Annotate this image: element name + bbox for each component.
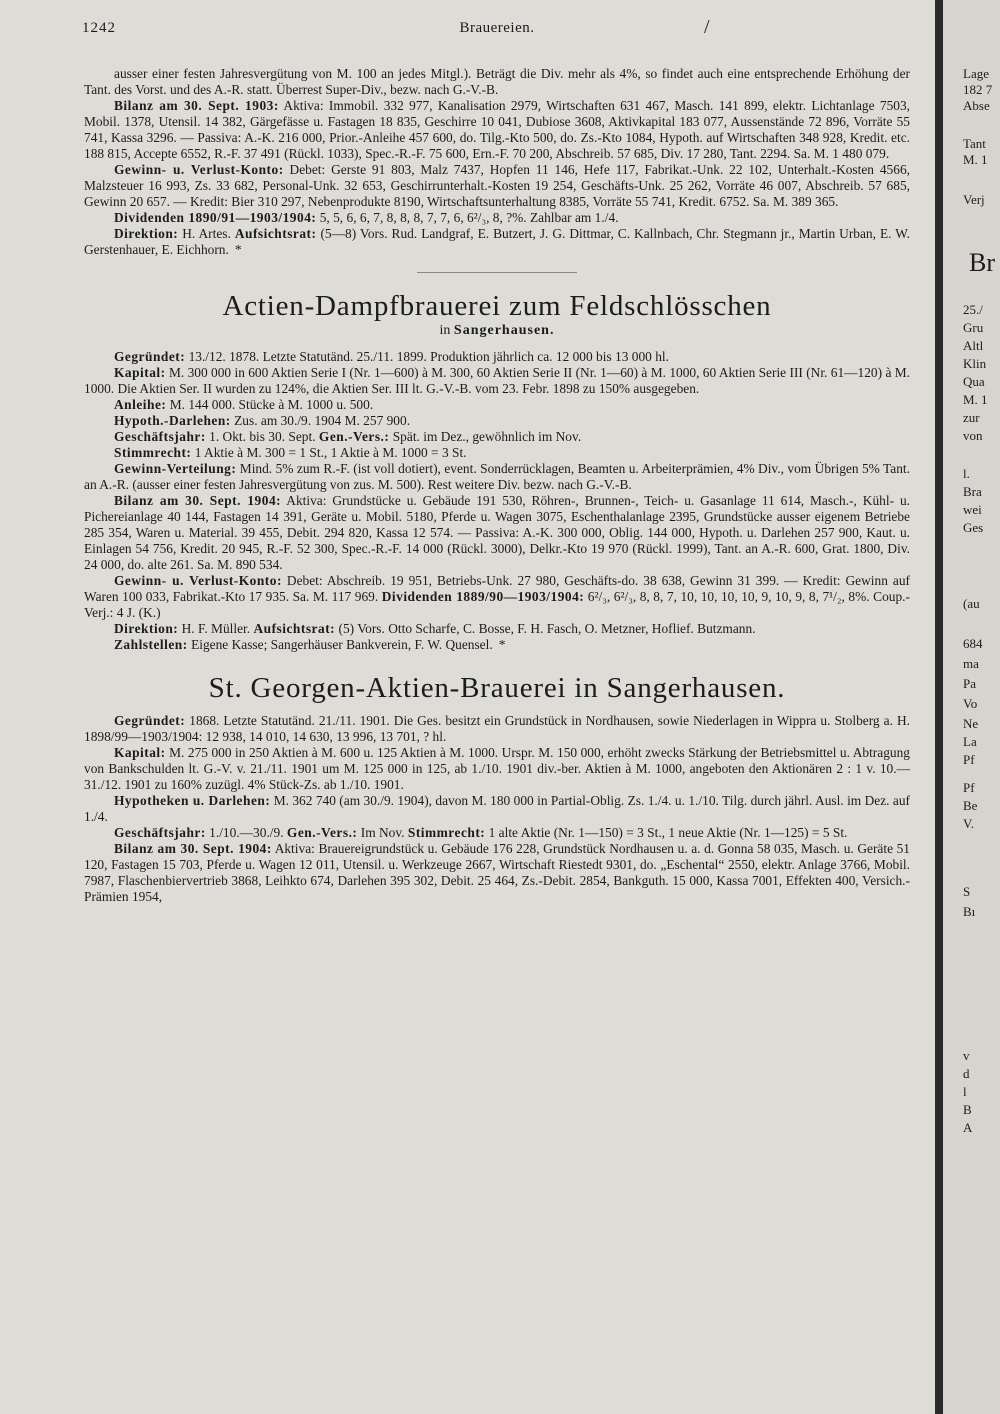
gewinn-label: Gewinn- u. Verlust-Konto: (114, 573, 282, 588)
margin-fragment: l (963, 1084, 967, 1099)
anleihe-label: Anleihe: (114, 397, 167, 412)
direktion-paragraph: Direktion: H. Artes. Aufsichtsrat: (5—8) Vors. Rud. Landgraf, E. Butzert, J. G. Dittmar, C. Kallnbach, Chr. Stegmann jr., Martin Urban, E. W. Gerstenhauer, E. Eichhorn. * (84, 226, 910, 257)
aufsichtsrat-label: Aufsichtsrat: (234, 226, 317, 241)
anleihe-paragraph: Anleihe: M. 144 000. Stücke à M. 1000 u. 500. (114, 397, 374, 412)
direktion-label: Direktion: (114, 621, 179, 636)
page-header (82, 16, 912, 42)
margin-fragment: 182 7 (963, 82, 993, 97)
bilanz-label: Bilanz am 30. Sept. 1904: (114, 841, 272, 856)
margin-fragment: Gru (963, 320, 984, 335)
geschaeftsjahr-paragraph: Geschäftsjahr: 1. Okt. bis 30. Sept. Gen.-Vers.: Spät. im Dez., gewöhnlich im Nov. (114, 429, 582, 444)
star-mark: * (498, 637, 506, 652)
margin-fragment: Qua (963, 374, 985, 389)
margin-fragment: Klin (963, 356, 987, 371)
zahlstellen-paragraph: Zahlstellen: Eigene Kasse; Sangerhäuser Bankverein, F. W. Quensel. * (114, 637, 506, 652)
geschaeftsjahr-label: Geschäftsjahr: (114, 825, 206, 840)
verteilung-label: Gewinn-Verteilung: (114, 461, 237, 476)
section-divider (417, 272, 577, 273)
margin-fragment: Vo (963, 696, 978, 711)
direktion-paragraph: Direktion: H. F. Müller. Aufsichtsrat: (5) Vors. Otto Scharfe, C. Bosse, F. H. Fasch, O. Metzner, Hoflief. Butzmann. (114, 621, 756, 636)
margin-fragment: Altl (963, 338, 984, 353)
margin-fragment: ma (963, 656, 979, 671)
margin-fragment: Bı (963, 904, 976, 919)
stimmrecht-label: Stimmrecht: (114, 445, 192, 460)
gegruendet-paragraph: Gegründet: 1868. Letzte Statutänd. 21./11. 1901. Die Ges. besitzt ein Grundstück in Nordhausen, sowie Niederlagen in Wippra u. Stolberg a. H. 1898/99—1903/1904: 12 938, 14 010, 14 630, 13 996, 13 701, ? hl. (84, 713, 910, 744)
intro-paragraph: ausser einer festen Jahresvergütung von M. 100 an jedes Mitgl.). Beträgt die Div. mehr als 4%, so findet auch eine entsprechende Erhöhung der Tant. des Vorst. und des A.-R. statt. Überrest Super-Div., bezw. nach G.-V.-B. (84, 66, 910, 97)
kapital-paragraph: Kapital: M. 275 000 in 250 Aktien à M. 600 u. 125 Aktien à M. 1000. Urspr. M. 150 000, erhöht zwecks Stärkung der Betriebsmittel u. Abtragung von Bankschulden lt. G.-V. v. 21./11. 1901 um M. 125 000 in 125, ab 1./10. 1901 div.-ber. Aktien à M. 1000, angeboten den Aktionären 2 : 1 v. 10.—31./12. 1901 zu 160% zuzügl. 4% Stück-Zs. ab 1./10. 1901. (84, 745, 910, 792)
stimmrecht-label: Stimmrecht: (407, 825, 486, 840)
margin-fragment: V. (963, 816, 974, 831)
margin-fragment: La (963, 734, 977, 749)
margin-fragment: Lage (963, 66, 989, 81)
hypoth-paragraph: Hypoth.-Darlehen: Zus. am 30./9. 1904 M. 257 900. (114, 413, 411, 428)
gegruendet-label: Gegründet: (114, 713, 186, 728)
margin-fragment: Be (963, 798, 978, 813)
margin-fragment: 684 (963, 636, 983, 651)
verteilung-paragraph: Gewinn-Verteilung: Mind. 5% zum R.-F. (ist voll dotiert), event. Sonderrücklagen, Beamten u. Arbeiterprämien, 4% Div., vom Übrigen 5% Tant. an A.-R. (ausser einer festen Jahresvergütung von zus. M. 500). Rest weitere Div. bezw. nach G.-V.-B. (84, 461, 910, 492)
dividenden-label: Dividenden 1889/90—1903/1904: (381, 589, 585, 604)
hypotheken-label: Hypotheken u. Darlehen: (114, 793, 271, 808)
bilanz-paragraph: Bilanz am 30. Sept. 1903: Aktiva: Immobil. 332 977, Kanalisation 2979, Wirtschaften 631 467, Masch. 141 899, elektr. Lichtanlage 7503, Mobil. 1378, Utensil. 14 382, Gärgefässe u. Fastagen 18 835, Geschirre 10 041, Dubiose 3608, Aktivkapital 183 077, Aussenstände 72 896, Vorräte 55 741, Kassa 3296. — Passiva: A.-K. 216 000, Prior.-Anleihe 457 600, do. Tilg.-Kto 500, do. Zs.-Kto 1084, Hypoth. auf Wirtschaften 348 928, Kredit. etc. 188 815, Accepte 6552, R.-F. 37 491 (Rückl. 1033), Spec.-R.-F. 75 600, Ern.-F. 70 200, Abschreib. 57 685, Div. 17 280, Tant. 2294. Sa. M. 1 480 079. (84, 98, 910, 161)
company-entry-st-georgen (84, 671, 910, 905)
section-continuation (84, 66, 910, 258)
margin-fragment: von (963, 428, 983, 443)
section-spacer (84, 653, 910, 671)
bilanz-label: Bilanz am 30. Sept. 1903: (114, 98, 279, 113)
bilanz-paragraph: Bilanz am 30. Sept. 1904: Aktiva: Grundstücke u. Gebäude 191 530, Röhren-, Brunnen-, Teich- u. Gasanlage 11 614, Masch.-, Kühl- u. Pichereianlage 40 144, Fastagen 14 391, Geräte u. Mobil. 5180, Pferde u. Wagen 3075, Eschenthalanlage 2395, Grundstücke ausser eigenem Betriebe 285 354, Waren u. Material. 39 455, Debit. 294 820, Kassa 12 574. — Passiva: A.-K. 300 000, Oblig. 144 000, Hypoth. u. Darlehen 257 900, Kaut. u. Einlagen 54 756, Kredit. 20 945, R.-F. 52 300, Spec.-R.-F. 14 000 (Rückl. 3000), Delkr.-Kto 19 970 (Rückl. 1999), Tant. an A.-R. 600, Grat. 1800, Div. 24 000, do. alte 261. Sa. M. 890 534. (84, 493, 911, 572)
margin-fragment: M. 1 (963, 152, 988, 167)
genvers-label: Gen.-Vers.: (286, 825, 358, 840)
bilanz-label: Bilanz am 30. Sept. 1904: (114, 493, 282, 508)
margin-fragment: A (963, 1120, 973, 1135)
kapital-paragraph: Kapital: M. 300 000 in 600 Aktien Serie I (Nr. 1—600) à M. 300, 60 Aktien Serie II (Nr. 1—60) à M. 1000, 60 Aktien Serie III (Nr. 61—120) à M. 1000. Die Aktien Ser. II wurden zu 124%, die Aktien Ser. III lt. G.-V.-B. vom 23. Febr. 1898 zu 150% ausgegeben. (84, 365, 910, 396)
margin-fragment: Tant (963, 136, 986, 151)
hypoth-label: Hypoth.-Darlehen: (114, 413, 231, 428)
margin-fragment: Abse (963, 98, 990, 113)
gewinn-paragraph: Gewinn- u. Verlust-Konto: Debet: Gerste 91 803, Malz 7437, Hopfen 11 146, Hefe 117, Fabrikat.-Unk. 22 102, Unterhalt.-Kosten 4566, Malzsteuer 16 993, Zs. 33 682, Personal-Unk. 32 653, Geschirrunterhalt.-Kosten 19 254, Geschäfts-Unk. 25 262, Vorräte 46 007, Abschreib. 57 685, Gewinn 20 657. — Kredit: Bier 310 297, Nebenprodukte 8190, Wirtschaftsunterhaltung 8385, Vorräte 55 741, Kredit. 6752. Sa. M. 389 365. (84, 162, 910, 209)
gewinn-label: Gewinn- u. Verlust-Konto: (114, 162, 284, 177)
adjacent-page-fragment (943, 0, 1000, 1414)
margin-fragment: d (963, 1066, 970, 1081)
company-title: St. Georgen-Aktien-Brauerei in Sangerhausen. (208, 672, 786, 704)
margin-fragment: Ges (963, 520, 984, 535)
hypotheken-paragraph: Hypotheken u. Darlehen: M. 362 740 (am 30./9. 1904), davon M. 180 000 in Partial-Oblig. Zs. 1./4. u. 1./10. Tilg. durch jährl. Ausl. im Dez. auf 1./4. (84, 793, 910, 824)
company-title: Actien-Dampfbrauerei zum Feldschlösschen (222, 290, 772, 322)
direktion-label: Direktion: (114, 226, 179, 241)
stimmrecht-paragraph: Stimmrecht: 1 Aktie à M. 300 = 1 St., 1 Aktie à M. 1000 = 3 St. (114, 445, 467, 460)
margin-fragment: (au (963, 596, 980, 611)
gewinn-paragraph: Gewinn- u. Verlust-Konto: Debet: Abschreib. 19 951, Betriebs-Unk. 27 980, Geschäfts-do. 38 638, Gewinn 31 399. — Kredit: Gewinn auf Waren 100 033, Fabrikat.-Kto 17 935. Sa. M. 117 969. Dividenden 1889/90—1903/1904: 6²/₃, 6²/₃, 8, 8, 7, 10, 10, 10, 10, 9, 10, 9, 8, 7¹/₂, 8%. Coup.-Verj.: 4 J. (K.) (84, 573, 910, 620)
page-body (84, 66, 910, 905)
margin-fragment: wei (963, 502, 982, 517)
geschaeftsjahr-label: Geschäftsjahr: (114, 429, 206, 444)
margin-fragment: Pa (963, 676, 976, 691)
gegruendet-paragraph: Gegründet: 13./12. 1878. Letzte Statutänd. 25./11. 1899. Produktion jährlich ca. 12 000 bis 13 000 hl. (114, 349, 669, 364)
margin-fragment: Pf (963, 780, 975, 795)
pen-mark: / (704, 16, 710, 38)
star-mark: * (234, 242, 242, 257)
margin-fragment: S (963, 884, 971, 899)
geschaeftsjahr-paragraph: Geschäftsjahr: 1./10.—30./9. Gen.-Vers.: Im Nov. Stimmrecht: 1 alte Aktie (Nr. 1—150) = 3 St., 1 neue Aktie (Nr. 1—125) = 5 St. (114, 825, 848, 840)
gegruendet-label: Gegründet: (114, 349, 186, 364)
margin-fragment: Ne (963, 716, 979, 731)
genvers-label: Gen.-Vers.: (318, 429, 390, 444)
kapital-label: Kapital: (114, 745, 166, 760)
running-title: Brauereien. (459, 20, 535, 36)
margin-fragment: Br (969, 248, 995, 277)
zahlstellen-label: Zahlstellen: (114, 637, 188, 652)
page-gutter (935, 0, 943, 1414)
margin-fragment: v (963, 1048, 970, 1063)
kapital-label: Kapital: (114, 365, 166, 380)
company-location: in Sangerhausen. (439, 323, 555, 338)
margin-fragment: Verj (963, 192, 985, 207)
dividenden-label: Dividenden 1890/91—1903/1904: (114, 210, 317, 225)
dividenden-paragraph: Dividenden 1890/91—1903/1904: 5, 5, 6, 6, 7, 8, 8, 8, 7, 7, 6, 6²/₃, 8, ?%. Zahlbar am 1./4. (114, 210, 619, 225)
company-entry-feldschloesschen (84, 289, 910, 653)
margin-fragment: l. (963, 466, 970, 481)
margin-fragment: zur (963, 410, 980, 425)
margin-fragment: B (963, 1102, 972, 1117)
aufsichtsrat-label: Aufsichtsrat: (253, 621, 336, 636)
margin-fragment: 25./ (963, 302, 983, 317)
margin-fragment: Pf (963, 752, 975, 767)
margin-fragment: Bra (963, 484, 982, 499)
page-number: 1242 (82, 20, 116, 36)
bilanz-paragraph: Bilanz am 30. Sept. 1904: Aktiva: Brauereigrundstück u. Gebäude 176 228, Grundstück Nordhausen u. a. d. Gonna 58 035, Masch. u. Geräte 51 120, Fastagen 15 703, Pferde u. Wagen 12 011, Utensil. u. Werkzeuge 2667, Wirtschaft Riestedt 9301, do. „Eschental“ 2550, elektr. Anlage 3766, Mobil. 7987, Flaschenbiervertrieb 3868, Leihkto 674, Darlehen 395 302, Debit. 25 464, Zs.-Debit. 2854, Bankguth. 15 000, Kassa 7001, Effekten 400, Versich.-Prämien 1954, (84, 841, 910, 904)
margin-fragment: M. 1 (963, 392, 988, 407)
